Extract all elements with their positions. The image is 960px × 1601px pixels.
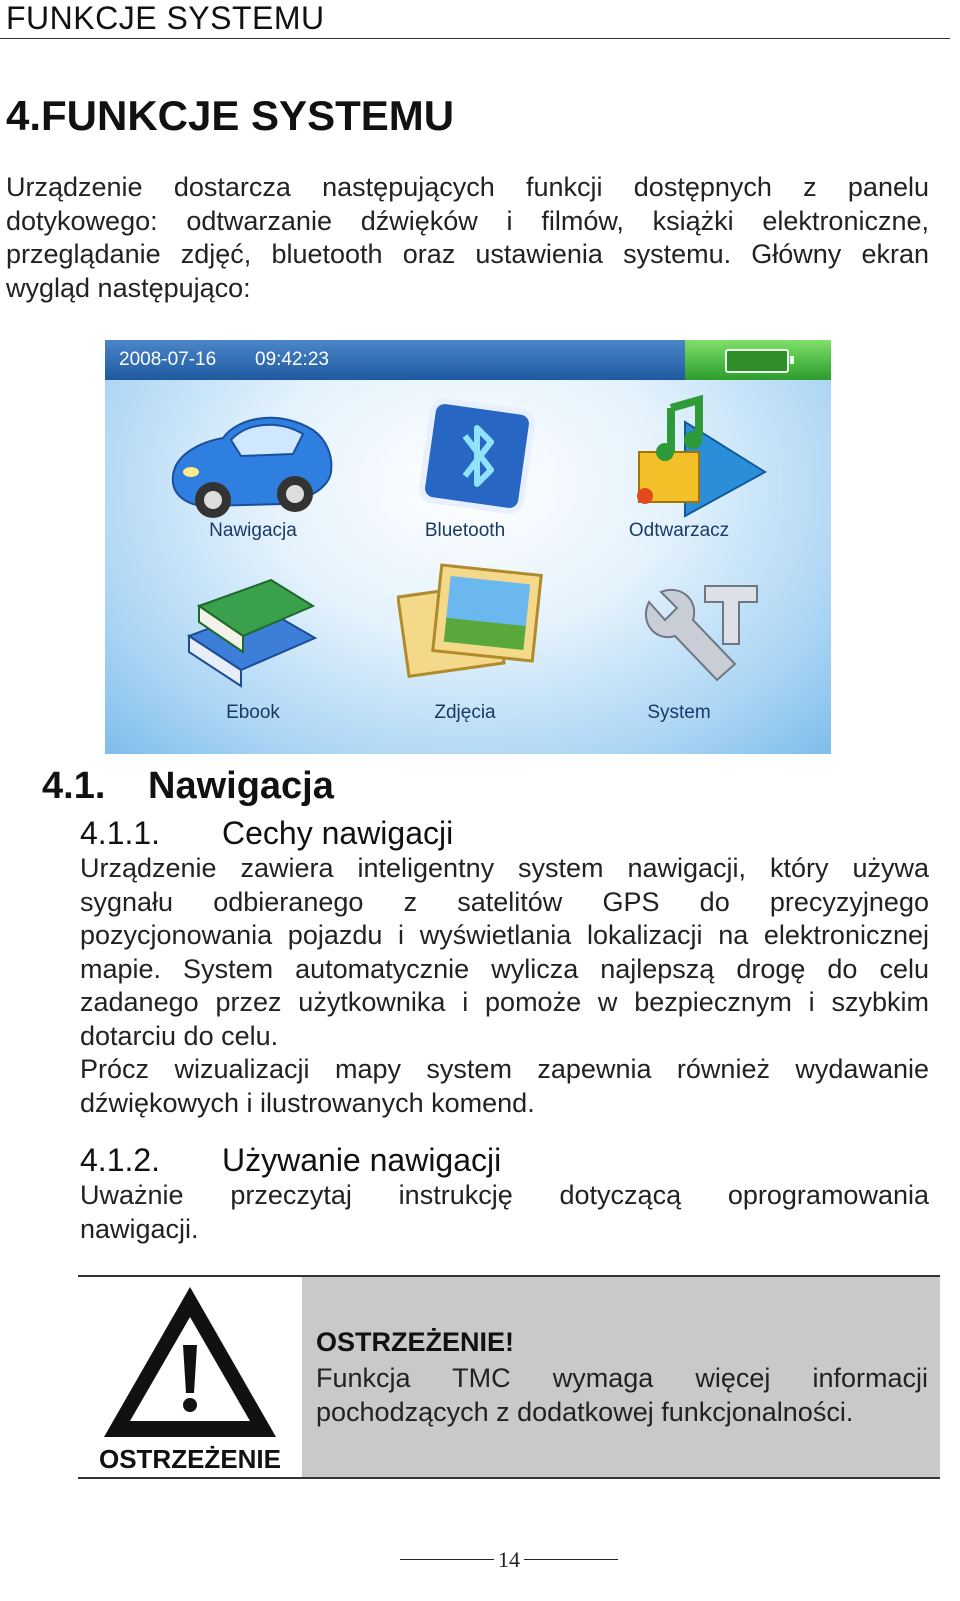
intro-paragraph: [6, 171, 929, 305]
paragraph-line: Uważnie przeczytaj instrukcję dotyczącą oprogramowania: [80, 1180, 929, 1210]
status-bar-green: [685, 340, 831, 380]
chapter-title: 4.FUNKCJE SYSTEMU: [6, 92, 455, 139]
intro-line: Urządzenie dostarcza następujących funkcji dostępnych z panelu: [6, 172, 929, 202]
header-rule: [0, 38, 950, 39]
warning-box-bottom-rule: [78, 1477, 940, 1479]
warning-title: OSTRZEŻENIE!: [316, 1327, 515, 1357]
page-number-rule-right: [524, 1559, 618, 1560]
paragraph-line: pozycjonowania pojazdu i wyświetlania lokalizacji na elektronicznej: [80, 920, 929, 950]
warning-triangle-icon: [100, 1283, 280, 1441]
warning-line: pochodzących z dodatkowej funkcjonalności.: [316, 1396, 854, 1427]
menu-label-player: Odtwarzacz: [628, 520, 730, 541]
menu-label-system: System: [647, 702, 711, 723]
menu-label-bluetooth: Bluetooth: [424, 520, 506, 541]
section-heading-4-1: [42, 764, 334, 808]
section-title: Nawigacja: [148, 765, 334, 807]
bluetooth-icon[interactable]: [417, 396, 537, 516]
warning-line: Funkcja TMC wymaga więcej informacji: [316, 1363, 928, 1393]
intro-line: wygląd następująco:: [6, 272, 251, 303]
subsection-number: 4.1.2.: [80, 1142, 161, 1178]
device-main-screen: [105, 340, 831, 754]
page-number: 14: [498, 1547, 520, 1572]
navigation-usage-paragraph: [80, 1179, 929, 1246]
menu-label-photos: Zdjęcia: [434, 702, 496, 723]
paragraph-line: Prócz wizualizacji mapy system zapewnia również wydawanie: [80, 1054, 929, 1084]
paragraph-line: Urządzenie zawiera inteligentny system nawigacji, który używa: [80, 853, 929, 883]
menu-label-ebook: Ebook: [226, 702, 280, 723]
intro-line: przeglądanie zdjęć, bluetooth oraz ustawienia systemu. Główny ekran: [6, 239, 929, 269]
device-date: 2008-07-16: [119, 349, 217, 370]
section-number: 4.1.: [42, 765, 106, 807]
subsection-title: Używanie nawigacji: [222, 1142, 502, 1178]
paragraph-line: sygnału odbieranego z satelitów GPS do precyzyjnego: [80, 886, 929, 917]
subsection-heading-4-1-1: [80, 814, 453, 852]
running-header: FUNKCJE SYSTEMU: [6, 0, 325, 36]
intro-line: dotykowego: odtwarzanie dźwięków i filmów, książki elektroniczne,: [6, 205, 929, 236]
subsection-number: 4.1.1.: [80, 815, 161, 851]
device-time: 09:42:23: [255, 349, 329, 370]
books-icon[interactable]: [175, 566, 325, 696]
car-icon[interactable]: [163, 402, 339, 526]
warning-icon-caption: OSTRZEŻENIE: [98, 1444, 281, 1474]
photos-icon[interactable]: [397, 560, 547, 690]
navigation-features-paragraph: [80, 852, 929, 1120]
music-player-icon[interactable]: [625, 392, 775, 522]
subsection-heading-4-1-2: [80, 1141, 501, 1179]
paragraph-line: zadanego przez użytkownika i pomoże w bezpiecznym i szybkim: [80, 987, 929, 1017]
status-bar: [105, 340, 831, 380]
subsection-title: Cechy nawigacji: [222, 815, 454, 851]
battery-icon: [725, 349, 789, 373]
paragraph-line: nawigacji.: [80, 1213, 199, 1244]
paragraph-line: dotarciu do celu.: [80, 1020, 279, 1051]
warning-text: [316, 1362, 928, 1429]
page-number-rule-left: [400, 1559, 494, 1560]
menu-label-navigation: Nawigacja: [209, 520, 297, 541]
wrench-icon[interactable]: [625, 572, 765, 692]
paragraph-line: dźwiękowych i ilustrowanych komend.: [80, 1087, 535, 1118]
paragraph-line: mapie. System automatycznie wylicza najlepszą drogę do celu: [80, 953, 929, 984]
